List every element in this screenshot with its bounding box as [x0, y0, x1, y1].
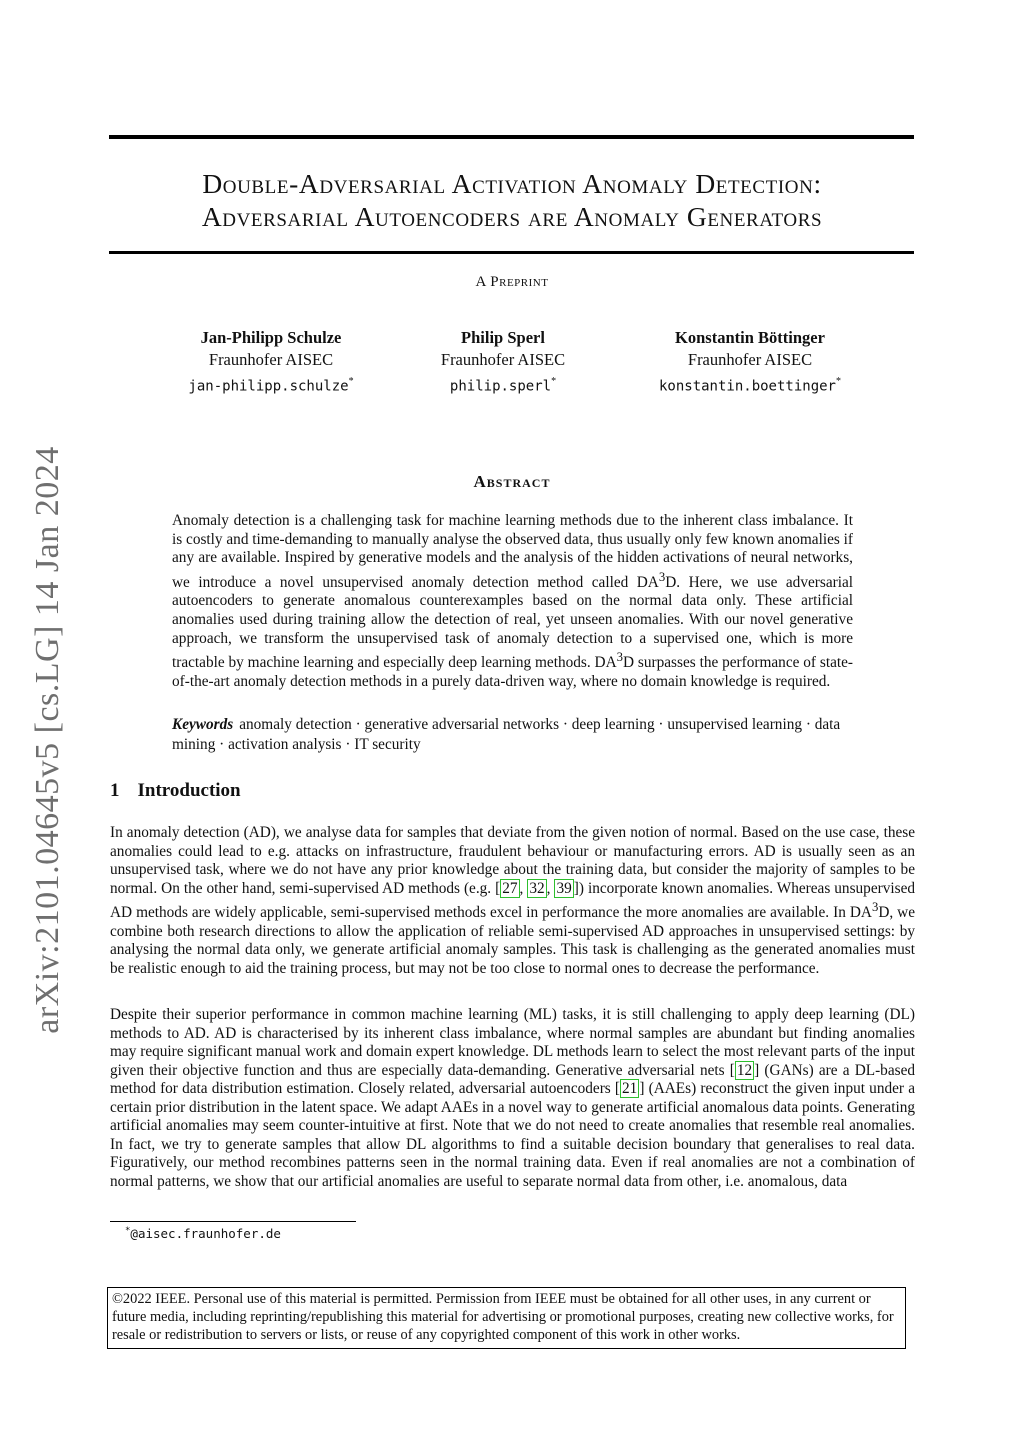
footnote-marker: * — [836, 376, 841, 387]
section-title: Introduction — [137, 780, 241, 801]
footnote-rule — [110, 1221, 356, 1222]
keywords-label: Keywords — [172, 716, 234, 733]
author-affiliation: Fraunhofer AISEC — [440, 350, 566, 369]
author-email[interactable]: konstantin.boettinger — [658, 378, 836, 395]
footnote — [125, 1226, 281, 1241]
author-name: Philip Sperl — [461, 328, 545, 347]
author-email[interactable]: jan-philipp.schulze — [188, 378, 349, 395]
section-number: 1 — [110, 780, 120, 801]
author-block — [610, 327, 890, 398]
title-rule-top — [109, 135, 914, 139]
arxiv-stamp-text[interactable]: arXiv:2101.04645v5 [cs.LG] 14 Jan 2024 — [29, 446, 66, 1034]
abstract-body: Anomaly detection is a challenging task for machine learning methods due to the inherent class imbalance. It is costly and time-demanding to manually analyse the observed data, thus usually only few known anomalies if any are available. Inspired by generative models and the analysis of the hidden activations of neural networks, we introduce a novel unsupervised anomaly detection method called $DA^3D$. Here, we use adversarial autoencoders to generate anomalous counterexamples based on the normal data only. These artificial anomalies used during training allow the detection of real, yet unseen anomalies. With our novel generative approach, we transform the unsupervised task of anomaly detection to a supervised one, which is more tractable by machine learning and especially deep learning methods. $DA^3D$ surpasses the performance of state-of-the-art anomaly detection methods in a purely data-driven way, where no domain knowledge is required. — [172, 512, 853, 690]
author-email[interactable]: philip.sperl — [449, 378, 552, 395]
author-block — [363, 327, 643, 398]
copyright-notice: ©2022 IEEE. Personal use of this material is permitted. Permission from IEEE must be obtained for all other uses, in any current or future media, including reprinting/republishing this material for advertising or promotional purposes, creating new collective works, for resale or redistribution to servers or lists, or reuse of any copyrighted component of this work in other works. — [107, 1287, 906, 1349]
paper-title-line-2: Adversarial Autoencoders are Anomaly Generators — [201, 201, 823, 232]
body-paragraph: In anomaly detection (AD), we analyse data for samples that deviate from the given notion of normal. Based on the use case, these anomalies could lead to e.g. attacks on infrastructure, fraudulent behaviour or manufacturing errors. AD is usually seen as an unsupervised task, where we do not have any prior knowledge about the training data, but consider the majority of samples to be normal. On the other hand, semi-supervised AD methods (e.g. [ 27 , 32 , 39 ]) incorporate known anomalies. Whereas unsupervised AD methods are widely applicable, semi-supervised methods excel in performance the more anomalies are available. In $DA^3D$, we combine both research directions to allow the application of reliable semi-supervised AD approaches in unsupervised settings: by analysing the normal data only, we generate artificial anomaly samples. This task is challenging as the generated anomalies must be realistic enough to aid the training process, but may not be too close to normal ones to decrease the performance. — [110, 824, 916, 977]
citation-link[interactable]: 39 — [556, 879, 572, 897]
citation-link[interactable]: 32 — [529, 879, 545, 897]
author-name: Konstantin Böttinger — [675, 328, 825, 347]
citation-link[interactable]: 21 — [622, 1080, 638, 1097]
abstract-heading: Abstract — [473, 472, 551, 491]
preprint-label: A Preprint — [475, 274, 549, 290]
footnote-text: @aisec.fraunhofer.de — [130, 1226, 281, 1242]
body-paragraph: Despite their superior performance in common machine learning (ML) tasks, it is still challenging to apply deep learning (DL) methods to AD. AD is characterised by its inherent class imbalance, where normal samples are abundant but finding anomalies may require significant manual work and domain expert knowledge. DL methods learn to select the most relevant parts of the input given their objective function and thus are especially data-demanding. Generative adversarial nets [ 12 ] (GANs) are a DL-based method for data distribution estimation. Closely related, adversarial autoencoders [ 21 ] (AAEs) reconstruct the given input under a certain prior distribution in the latent space. We adapt AAEs in a novel way to generate artificial anomalous data points. Generating artificial anomalies may seem counter-intuitive at first. Note that we do not need to create anomalies that resemble real anomalies. In fact, we try to generate samples that allow DL algorithms to find a suitable decision boundary that generalises to real data. Figuratively, our method recombines patterns seen in the normal training data. Even if real anomalies are not a combination of normal patterns, we show that our artificial anomalies are useful to separate normal data from other, i.e. anomalous, data — [110, 1006, 916, 1190]
footnote-marker: * — [348, 376, 354, 387]
paper-title-line-1: Double-Adversarial Activation Anomaly Detection: — [202, 168, 822, 199]
citation-link[interactable]: 27 — [502, 879, 518, 897]
footnote-marker: * — [551, 376, 557, 387]
keywords-text: anomaly detection · generative adversarial networks · deep learning · unsupervised learning · data mining · activation analysis · IT security — [172, 716, 841, 753]
section-heading — [110, 780, 241, 802]
citation-link[interactable]: 12 — [736, 1061, 753, 1079]
author-affiliation: Fraunhofer AISEC — [687, 350, 813, 369]
title-rule-bottom — [109, 251, 914, 254]
keywords — [172, 715, 853, 755]
footnote-marker: * — [125, 1226, 131, 1236]
author-affiliation: Fraunhofer AISEC — [208, 350, 334, 369]
author-name: Jan-Philipp Schulze — [200, 328, 342, 347]
